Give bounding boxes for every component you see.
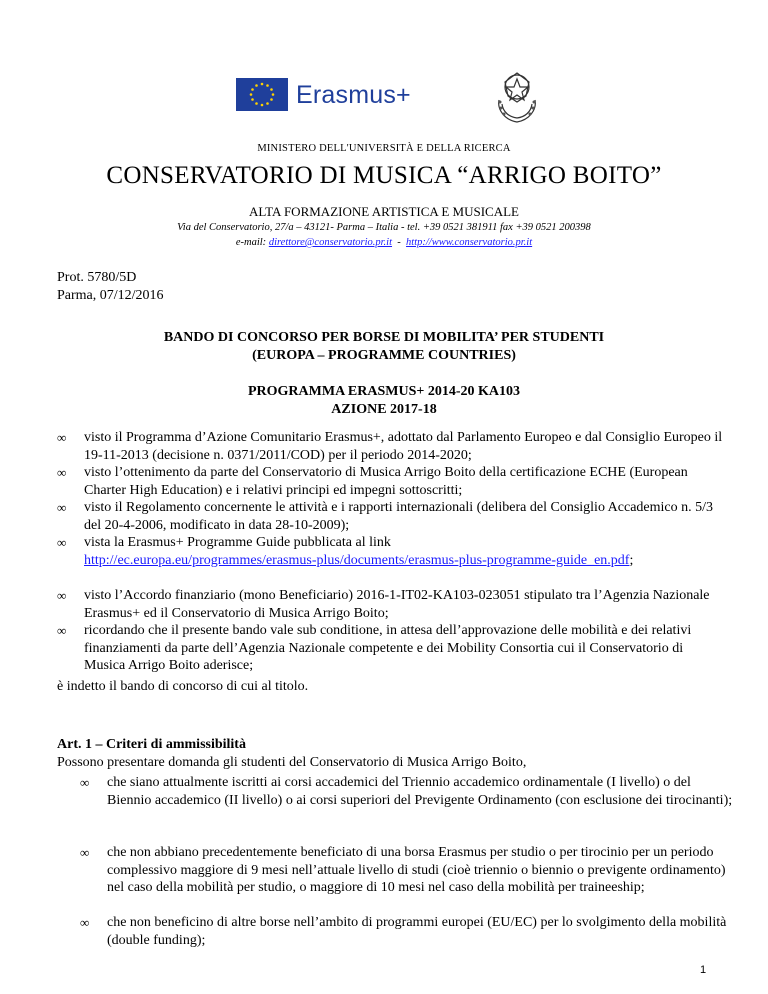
email-label: e-mail: xyxy=(235,237,269,248)
preamble-item xyxy=(57,499,724,534)
eu-flag-icon xyxy=(236,78,288,111)
programme-guide-link[interactable]: http://ec.europa.eu/programmes/erasmus-plus/documents/erasmus-plus-programme-guide_en.pdf xyxy=(84,552,630,568)
title-line-4: AZIONE 2017-18 xyxy=(331,402,437,417)
infinity-bullet-icon: ∞ xyxy=(80,775,90,790)
infinity-bullet-icon: ∞ xyxy=(57,535,67,550)
title-line-3: PROGRAMMA ERASMUS+ 2014-20 KA103 xyxy=(247,384,521,399)
institution-address: Via del Conservatorio, 27/a – 43121- Parma – Italia - tel. +39 0521 381911 fax +39 0521 200398 xyxy=(177,222,591,233)
institution-contact xyxy=(0,237,768,248)
preamble-item xyxy=(57,587,724,622)
protocol-number: Prot. 5780/5D xyxy=(57,270,137,285)
criteria-text: che siano attualmente iscritti ai corsi accademici del Triennio accademico ordinamentale (I livello) o del Biennio accademico (II livello) o ai corsi superiori del Previgente Ordinamento (con esclusione dei tirocinanti); xyxy=(107,775,733,808)
preamble-item xyxy=(57,534,724,569)
infinity-bullet-icon: ∞ xyxy=(80,845,90,860)
criteria-text: che non abbiano precedentemente beneficiato di una borsa Erasmus per studio o per tirocinio per un periodo complessivo maggiore di 9 mesi nell’attuale livello di studi (cioè triennio o biennio o previgente ordinamento) nel caso della mobilità per studio, o maggiore di 10 mesi nel caso della mobilità per traineeship; xyxy=(107,845,726,895)
email-link[interactable]: direttore@conservatorio.pr.it xyxy=(268,237,393,248)
preamble-item xyxy=(57,622,724,675)
infinity-bullet-icon: ∞ xyxy=(57,623,67,638)
preamble-text: ricordando che il presente bando vale sub conditione, in attesa dell’approvazione delle mobilità e dei relativi finanziamenti da parte dell’Agenzia Nazionale competente e dei Mobility Consortia cui il Conservatorio di Musica Arrigo Boito aderisce; xyxy=(84,623,692,673)
preamble-text: vista la Erasmus+ Programme Guide pubblicata al link xyxy=(84,535,391,550)
article-1-heading: Art. 1 – Criteri di ammissibilità xyxy=(57,737,246,752)
article-1-intro: Possono presentare domanda gli studenti del Conservatorio di Musica Arrigo Boito, xyxy=(57,755,527,770)
criteria-item xyxy=(80,844,735,897)
website-link[interactable]: http://www.conservatorio.pr.it xyxy=(406,237,533,248)
italian-republic-emblem-icon xyxy=(491,70,543,126)
criteria-item xyxy=(80,914,735,949)
erasmus-logo-text: Erasmus+ xyxy=(296,81,411,109)
page-number: 1 xyxy=(700,964,707,976)
preamble-text: visto il Regolamento concernente le attività e i rapporti internazionali (delibera del Consiglio Accademico n. 5/3 del 20-4-2006, modificato in data 28-10-2009); xyxy=(84,500,714,533)
ministry-line: MINISTERO DELL'UNIVERSITÀ E DELLA RICERCA xyxy=(257,143,511,154)
criteria-item xyxy=(80,774,735,809)
infinity-bullet-icon: ∞ xyxy=(80,915,90,930)
institution-name: CONSERVATORIO DI MUSICA “ARRIGO BOITO” xyxy=(106,162,662,189)
guide-link-suffix: ; xyxy=(629,552,634,568)
preamble-text: visto il Programma d’Azione Comunitario Erasmus+, adottato dal Parlamento Europeo e dal Consiglio Europeo il 19-11-2013 (decisione n. 0371/2011/COD) per il periodo 2014-2020; xyxy=(84,430,723,463)
infinity-bullet-icon: ∞ xyxy=(57,588,67,603)
infinity-bullet-icon: ∞ xyxy=(57,500,67,515)
contact-separator: - xyxy=(392,237,407,248)
infinity-bullet-icon: ∞ xyxy=(57,430,67,445)
preamble-item xyxy=(57,464,724,499)
title-line-1: BANDO DI CONCORSO PER BORSE DI MOBILITA’ PER STUDENTI xyxy=(163,330,605,345)
institution-subtitle: ALTA FORMAZIONE ARTISTICA E MUSICALE xyxy=(249,204,519,219)
preamble-text: visto l’ottenimento da parte del Conservatorio di Musica Arrigo Boito della certificazione ECHE (European Charter High Education) e i relativi principi ed impegni sottoscritti; xyxy=(84,465,688,498)
preamble-text: visto l’Accordo finanziario (mono Beneficiario) 2016-1-IT02-KA103-023051 stipulato tra l’Agenzia Nazionale Erasmus+ ed il Conservatorio di Musica Arrigo Boito; xyxy=(84,588,710,621)
indetto-statement: è indetto il bando di concorso di cui al titolo. xyxy=(57,679,309,694)
preamble-item xyxy=(57,429,724,464)
infinity-bullet-icon: ∞ xyxy=(57,465,67,480)
title-line-2: (EUROPA – PROGRAMME COUNTRIES) xyxy=(252,348,516,363)
criteria-text: che non beneficino di altre borse nell’ambito di programmi europei (EU/EC) per lo svolgimento della mobilità (double funding); xyxy=(107,915,727,948)
place-date: Parma, 07/12/2016 xyxy=(57,288,164,303)
